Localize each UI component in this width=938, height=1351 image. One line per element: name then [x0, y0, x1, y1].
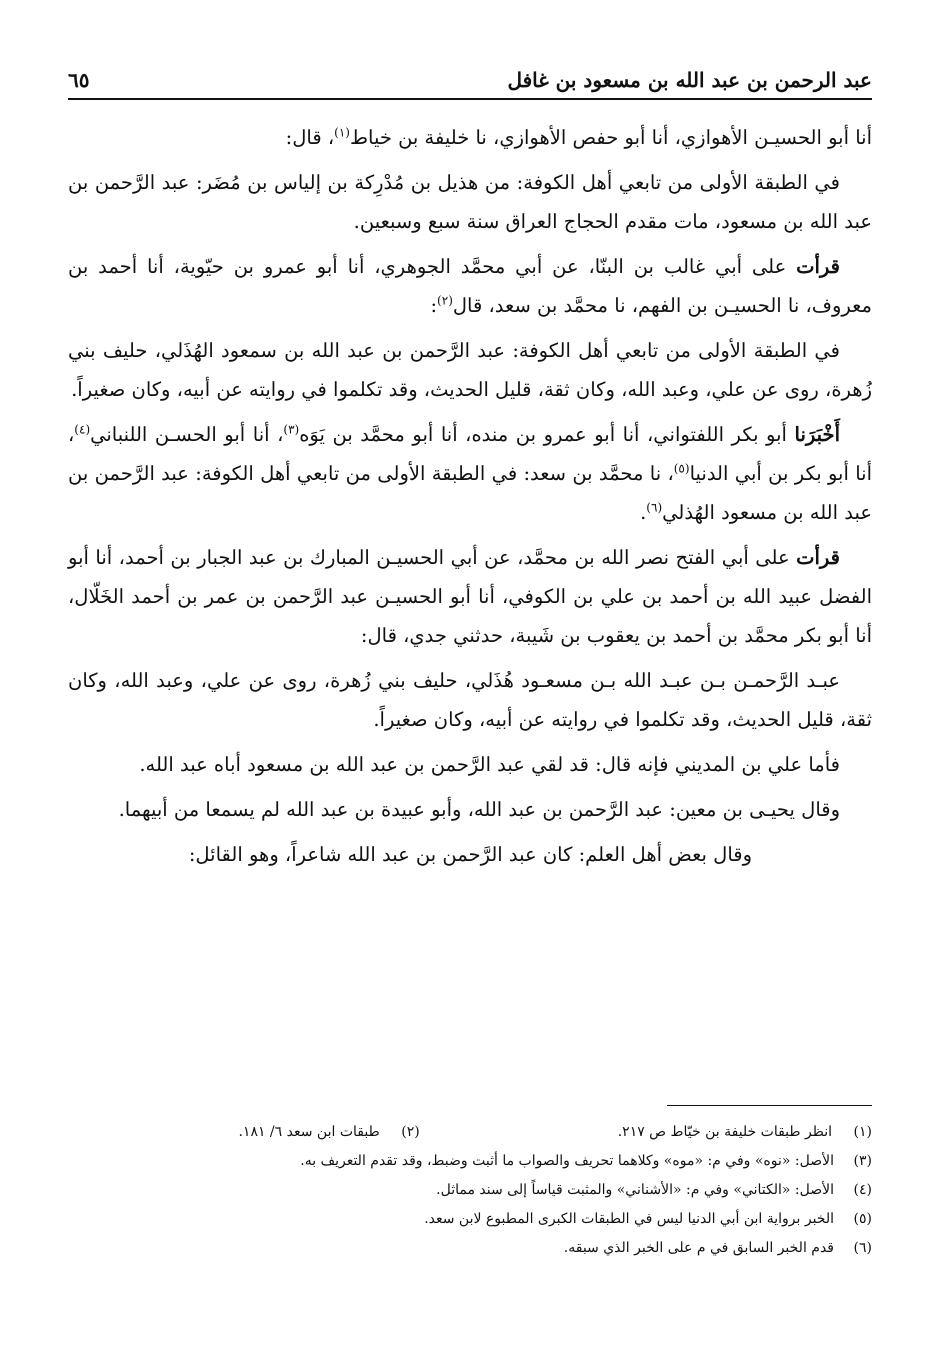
footnotes [68, 1118, 872, 1263]
paragraph-text: : [430, 294, 438, 317]
footnote-number: (٣) [853, 1153, 872, 1169]
paragraph-text: وقال يحيـى بن معين: عبد الرَّحمن بن عبد الله، وأبو عبيدة بن عبد الله لم يسمعا من أبيهما. [118, 798, 840, 821]
running-title: عبد الرحمن بن عبد الله بن مسعود بن غافل [507, 68, 872, 92]
footnote-item [238, 1118, 419, 1147]
footnote-line [68, 1205, 872, 1234]
footnote-ref: (٦) [646, 500, 663, 515]
footnote-number: (٦) [853, 1240, 872, 1256]
footnote-line [68, 1234, 872, 1263]
paragraph [68, 835, 872, 874]
footnote-ref: (٤) [74, 422, 91, 437]
paragraph-text: أبو بكر اللفتواني، أنا أبو عمرو بن منده، أنا أبو محمَّد بن يَوَه [299, 423, 795, 446]
footnote-text: الأصل: «الكتاني» وفي م: «الأشناني» والمثبت قياساً إلى سند مماثل. [436, 1182, 834, 1198]
paragraph-text: في الطبقة الأولى من تابعي أهل الكوفة: عبد الرَّحمن بن عبد الله بن سمعود الهُذَلي، حليف بني زُهرة، روى عن علي، وعبد الله، وكان ثقة، قليل الحديث، وقد تكلموا في روايته عن أبيه، وكان صغيراً. [68, 339, 872, 401]
paragraph [68, 538, 872, 655]
footnote-line [68, 1147, 872, 1176]
paragraph-text: ، أنا أبو بكر بن أبي الدنيا [68, 423, 872, 485]
isnad-lead-word: قرأت [796, 255, 840, 278]
footnote-text: الخبر برواية ابن أبي الدنيا ليس في الطبقات الكبرى المطبوع لابن سعد. [424, 1211, 834, 1227]
paragraph [68, 331, 872, 409]
footnote-text: انظر طبقات خليفة بن خيّاط ص ٢١٧. [617, 1124, 832, 1140]
paragraph-text: ، أنا أبو الحسـن اللنباني [90, 423, 284, 446]
page-number: ٦٥ [68, 68, 90, 92]
footnote-number: (٥) [853, 1211, 872, 1227]
isnad-lead-word: أَخْبَرَنا [794, 423, 840, 446]
running-header [68, 62, 872, 100]
footnote-text: الأصل: «نوه» وفي م: «موه» وكلاهما تحريف والصواب ما أثبت وضبط، وقد تقدم التعريف به. [300, 1153, 834, 1169]
footnote-ref: (٣) [283, 422, 300, 437]
footnote-item [618, 1118, 872, 1147]
isnad-lead-word: قرأت [796, 546, 840, 569]
main-text [68, 118, 872, 880]
footnote-line [68, 1176, 872, 1205]
paragraph [68, 790, 872, 829]
paragraph-text: على أبي الفتح نصر الله بن محمَّد، عن أبي الحسيـن المبارك بن عبد الجبار بن أحمد، أنا أبو الفضل عبيد الله بن أحمد بن علي بن الكوفي، أنا أبو الحسيـن عبد الرَّحمن بن عمر بن أحمد الخَلّال، أنا أبو بكر محمَّد بن أحمد بن يعقوب بن شَيبة، حدثني جدي، قال: [68, 546, 872, 647]
paragraph [68, 247, 872, 325]
paragraph [68, 118, 872, 157]
footnote-line [68, 1118, 872, 1147]
paragraph-text: فأما علي بن المديني فإنه قال: قد لقي عبد الرَّحمن بن عبد الله بن مسعود أباه عبد الله. [139, 753, 840, 776]
paragraph-text: على أبي غالب بن البنّا، عن أبي محمَّد الجوهري، أنا أبو عمرو بن حيّوية، أنا أحمد بن معروف، نا الحسيـن بن الفهم، نا محمَّد بن سعد، قال [68, 255, 872, 317]
paragraph [68, 163, 872, 241]
footnote-ref: (١) [334, 125, 350, 140]
footnote-text: طبقات ابن سعد ٦/ ١٨١. [238, 1124, 380, 1140]
footnote-ref: (٥) [673, 461, 690, 476]
paragraph [68, 661, 872, 739]
footnote-number: (٢) [401, 1124, 420, 1140]
footnote-divider [667, 1105, 872, 1106]
paragraph [68, 415, 872, 532]
paragraph-text: ، قال: [285, 126, 335, 149]
paragraph-text: . [640, 501, 647, 524]
paragraph-text: عبـد الرَّحمـن بـن عبـد الله بـن مسعـود هُذَلي، حليف بني زُهرة، روى عن علي، وعبد الله، وكان ثقة، قليل الحديث، وقد تكلموا في روايته عن أبيه، وكان صغيراً. [68, 669, 872, 731]
paragraph-text: في الطبقة الأولى من تابعي أهل الكوفة: من هذيل بن مُدْرِكة بن إلياس بن مُضَر: عبد الرَّحمن بن عبد الله بن مسعود، مات مقدم الحجاج العراق سنة سبع وسبعين. [68, 171, 872, 233]
footnote-number: (١) [853, 1124, 872, 1140]
footnote-number: (٤) [853, 1182, 872, 1198]
paragraph-text: ، نا محمَّد بن سعد: في الطبقة الأولى من تابعي أهل الكوفة: عبد الرَّحمن بن عبد الله بن مسعود الهُذلي [68, 462, 872, 524]
paragraph-text: أنا أبو الحسيـن الأهوازي، أنا أبو حفص الأهوازي، نا خليفة بن خياط [349, 126, 872, 149]
footnote-ref: (٢) [437, 293, 453, 308]
paragraph [68, 745, 872, 784]
footnote-text: قدم الخبر السابق في م على الخبر الذي سبقه. [563, 1240, 834, 1256]
paragraph-text: وقال بعض أهل العلم: كان عبد الرَّحمن بن عبد الله شاعراً، وهو القائل: [188, 843, 752, 866]
